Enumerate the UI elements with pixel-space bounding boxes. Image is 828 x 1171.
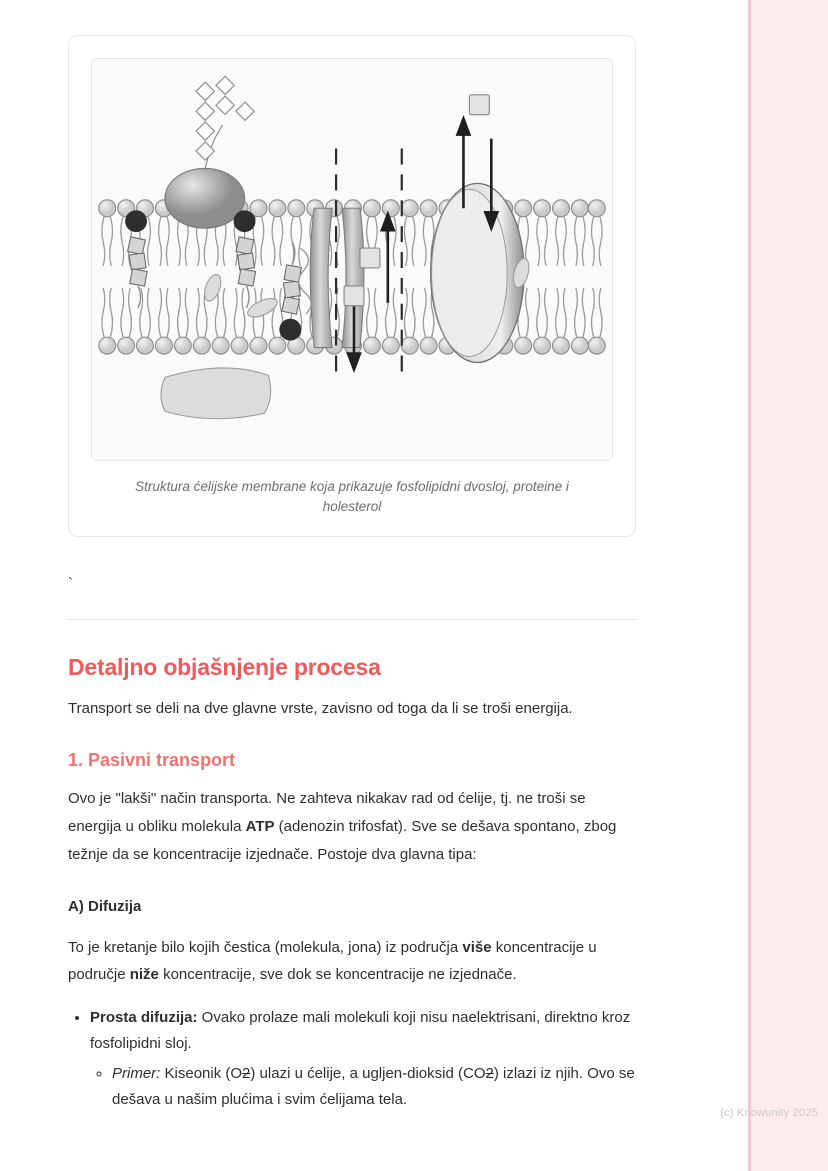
figure-card bbox=[68, 35, 636, 537]
right-margin-strip bbox=[748, 0, 828, 1171]
horizontal-divider bbox=[68, 619, 636, 620]
example-label: Primer: bbox=[112, 1064, 161, 1082]
diff-part2: koncentracije u područje bbox=[68, 938, 597, 984]
cell-membrane-diagram bbox=[91, 58, 613, 461]
diff-part3: koncentracije, sve dok se koncentracije ne izjednače. bbox=[158, 966, 517, 984]
diffusion-bullet-list bbox=[68, 1005, 636, 1113]
section-intro: Transport se deli na dve glavne vrste, zavisno od toga da li se troši energija. bbox=[68, 699, 573, 717]
para-part2: (adenozin trifosfat). Sve se dešava spontano, zbog težnje da se koncentracije izjednače. Postoje dva glavna tipa: bbox=[68, 818, 617, 863]
simple-diffusion-text: Ovako prolaze mali molekuli koji nisu naelektrisani, direktno kroz fosfolipidni sloj. bbox=[90, 1009, 631, 1053]
watermark: (c) Knowunity 2025 bbox=[720, 1107, 818, 1119]
diffusion-paragraph bbox=[68, 934, 636, 990]
example-part2: ) ulazi u ćelije, a ugljen-dioksid (CO bbox=[250, 1064, 486, 1082]
list-item bbox=[90, 1005, 636, 1113]
example-part1: Kiseonik (O bbox=[160, 1064, 243, 1082]
o2-subscript: 2 bbox=[242, 1064, 251, 1082]
example-part3: ) izlazi iz njih. Ovo se dešava u našim plućima i svim ćelijama tela. bbox=[112, 1064, 635, 1108]
list-item bbox=[112, 1061, 636, 1114]
stray-backtick: ` bbox=[68, 574, 73, 592]
co2-subscript: 2 bbox=[485, 1064, 494, 1082]
passive-transport-paragraph bbox=[68, 785, 636, 868]
page-title: Detaljno objašnjenje procesa bbox=[68, 653, 381, 680]
diffusion-label: A) Difuzija bbox=[68, 897, 142, 915]
document-content bbox=[68, 0, 636, 1171]
higher-bold: više bbox=[462, 938, 492, 956]
lower-bold: niže bbox=[129, 966, 159, 984]
diff-part1: To je kretanje bilo kojih čestica (molekula, jona) iz područja bbox=[68, 938, 463, 956]
atp-bold: ATP bbox=[245, 818, 275, 835]
cell-membrane-svg bbox=[92, 59, 612, 460]
figure-caption: Struktura ćelijske membrane koja prikazuje fosfolipidni dvosloj, proteine i holesterol bbox=[135, 479, 569, 515]
transport-protein bbox=[431, 183, 525, 362]
simple-diffusion-bold: Prosta difuzija: bbox=[90, 1009, 198, 1026]
para-part1: Ovo je "lakši" način transporta. Ne zahteva nikakav rad od ćelije, tj. ne troši se energija u obliku molekula bbox=[68, 790, 586, 835]
example-sub-list bbox=[90, 1061, 636, 1114]
subsection-heading: 1. Pasivni transport bbox=[68, 750, 236, 771]
